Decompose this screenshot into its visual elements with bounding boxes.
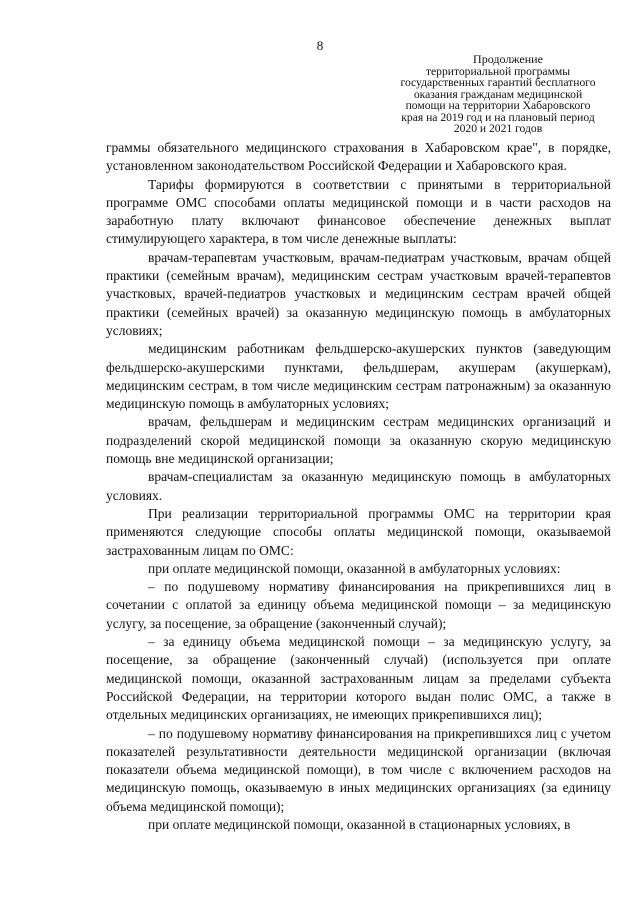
- paragraph: медицинским работникам фельдшерско-акушерских пунктов (заведующим фельдшерско-акушерскими пунктами, фельдшерам, акушерам (акушеркам), медицинским сестрам, в том числе медицинским сестрам патронажным) за оказанную медицинскую помощь в амбулаторных условиях;: [106, 341, 611, 412]
- paragraph: при оплате медицинской помощи, оказанной в стационарных условиях, в: [148, 816, 571, 832]
- header-line: оказания гражданам медицинской: [413, 87, 583, 101]
- paragraph: граммы обязательного медицинского страхования в Хабаровском крае", в порядке, установленном законодательством Российской Федерации и Хабаровского края.: [106, 140, 611, 174]
- paragraph: – по подушевому нормативу финансирования на прикрепившихся лиц с учетом показателей результативности деятельности медицинской организации (включая показатели объема медицинской помощи), в том числе с включением расходов на медицинскую помощь, оказываемую в иных медицинских организациях (за единицу объема медицинской помощи);: [106, 725, 611, 814]
- paragraph: – за единицу объема медицинской помощи – за медицинскую услугу, за посещение, за обращение (законченный случай) (используется при оплате медицинской помощи, оказанной застрахованным лицам за пределами субъекта Российской Федерации, на территории которого выдан полис ОМС, а также в отдельных медицинских организациях, не имеющих прикрепившихся лиц);: [106, 634, 611, 723]
- header-line: края на 2019 год и на плановый период: [401, 110, 595, 124]
- paragraph: врачам-терапевтам участковым, врачам-педиатрам участковым, врачам общей практики (семейным врачам), медицинским сестрам участковым врачей-терапевтов участковых, врачей-педиатров участковых и медицинским сестрам врачей общей практики (семейных врачей) за оказанную медицинскую помощь в амбулаторных условиях;: [106, 249, 611, 338]
- paragraph: врачам, фельдшерам и медицинским сестрам медицинских организаций и подразделений скорой медицинской помощи за оказанную скорую медицинскую помощь вне медицинской организации;: [106, 414, 611, 467]
- paragraph: – по подушевому нормативу финансирования на прикрепившихся лиц в сочетании с оплатой за единицу объема медицинской помощи – за медицинскую услугу, за посещение, за обращение (законченный случай);: [106, 579, 611, 631]
- page-number: 8: [316, 38, 324, 53]
- header-line: помощи на территории Хабаровского: [405, 99, 591, 113]
- continuation-label: Продолжение: [473, 52, 543, 66]
- paragraph: при оплате медицинской помощи, оказанной в амбулаторных условиях:: [148, 560, 561, 576]
- document-body: [106, 139, 611, 834]
- paragraph: Тарифы формируются в соответствии с принятыми в территориальной программе ОМС способами оплаты медицинской помощи и в части расходов на заработную плату включают финансовое обеспечение денежных выплат стимулирующего характера, в том числе денежные выплаты:: [106, 176, 611, 247]
- header-line: государственных гарантий бесплатного: [400, 76, 596, 90]
- paragraph: При реализации территориальной программы ОМС на территории края применяются следующие способы оплаты медицинской помощи, оказываемой застрахованным лицам по ОМС:: [106, 505, 611, 558]
- header-line: 2020 и 2021 годов: [453, 122, 543, 136]
- header-note: [384, 66, 612, 134]
- header-line: территориальной программы: [425, 65, 571, 78]
- paragraph: врачам-специалистам за оказанную медицинскую помощь в амбулаторных условиях.: [106, 469, 611, 503]
